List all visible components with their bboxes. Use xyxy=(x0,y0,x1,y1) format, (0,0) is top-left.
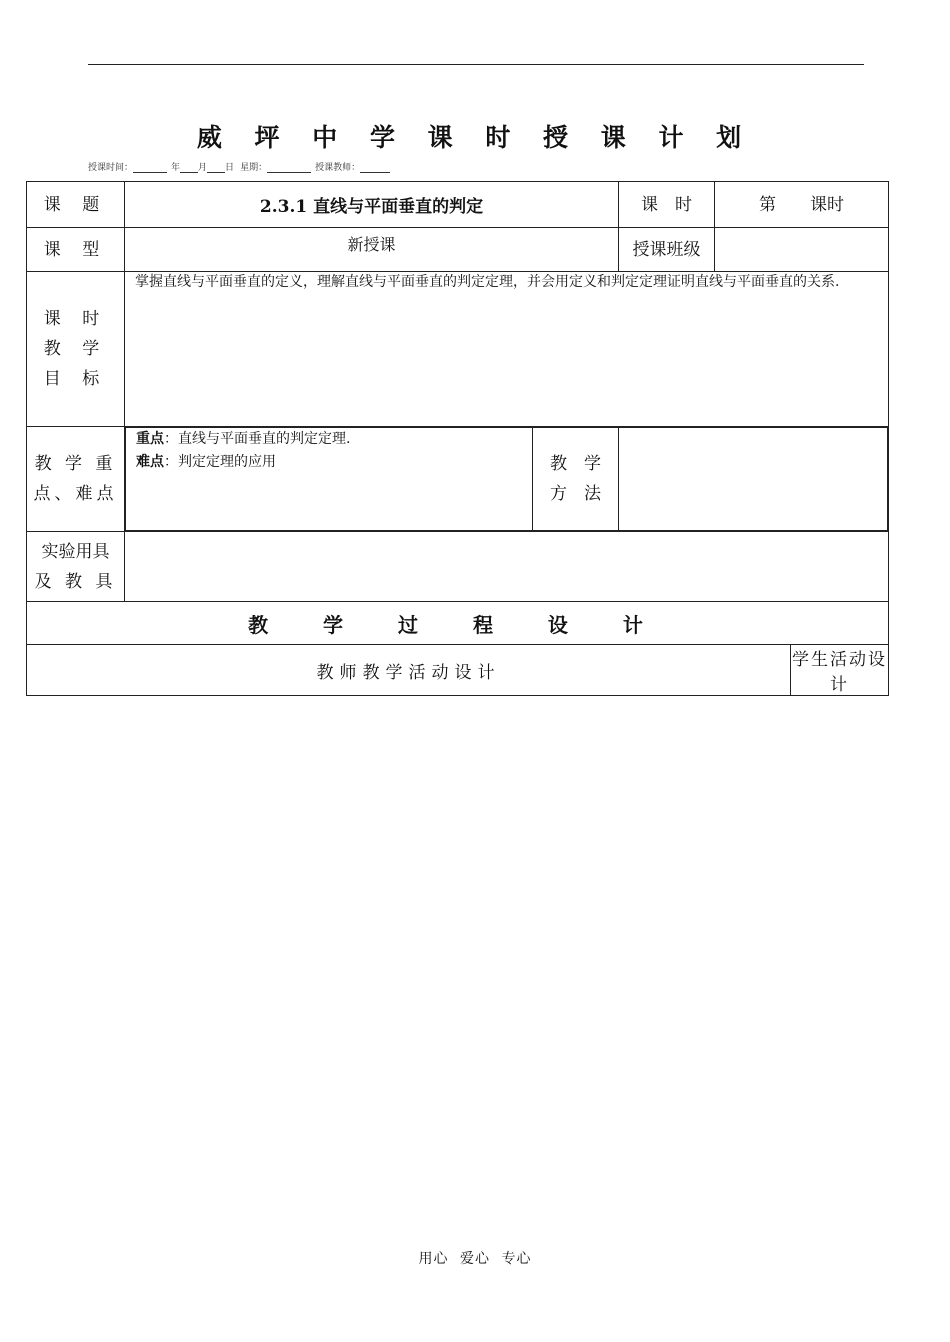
day-label: 日 xyxy=(225,163,235,173)
type-value[interactable]: 新授课 xyxy=(125,228,619,272)
row-column-headers xyxy=(27,645,889,696)
goal-label-line: 课 时 xyxy=(43,309,108,329)
topic-label: 课 题 xyxy=(27,182,125,228)
hours-label: 课 时 xyxy=(619,182,715,228)
difficulty-line xyxy=(136,451,524,474)
month-label: 月 xyxy=(198,163,208,173)
key-point-label: 重点 xyxy=(136,431,164,447)
page-footer: 用心 爱心 专心 xyxy=(418,1251,532,1267)
weekday-label: 星期： xyxy=(240,163,268,173)
weekday-blank[interactable] xyxy=(267,162,311,173)
row-section-title xyxy=(27,602,889,645)
keypoints-subtable xyxy=(125,427,888,531)
row-goals xyxy=(27,272,889,427)
keypoints-label-line: 点、难点 xyxy=(33,484,118,504)
process-design-title: 教 学 过 程 设 计 xyxy=(27,602,889,645)
class-label: 授课班级 xyxy=(619,228,715,272)
teacher-label: 授课教师： xyxy=(315,163,361,173)
keypoints-label-line: 教 学 重 xyxy=(34,454,117,474)
keypoints-text[interactable] xyxy=(126,428,533,531)
key-point-text: ：直线与平面垂直的判定定理. xyxy=(164,431,351,447)
equipment-value[interactable] xyxy=(125,532,889,602)
student-activity-header: 学生活动设计 xyxy=(791,645,889,696)
goal-label-line: 教 学 xyxy=(43,339,108,359)
keypoints-label xyxy=(27,427,125,532)
header-rule xyxy=(88,64,864,65)
time-blank[interactable] xyxy=(133,162,167,173)
lesson-plan-table xyxy=(26,181,889,696)
equipment-label xyxy=(27,532,125,602)
row-keypoints xyxy=(27,427,889,532)
topic-value[interactable]: 2.3.1 直线与平面垂直的判定 xyxy=(125,182,619,228)
hours-value[interactable]: 第 课时 xyxy=(715,182,889,228)
method-label xyxy=(533,428,619,531)
goal-label xyxy=(27,272,125,427)
equipment-label-line: 实验用具 xyxy=(41,541,110,562)
day-blank[interactable] xyxy=(207,162,225,173)
row-equipment xyxy=(27,532,889,602)
row-topic xyxy=(27,182,889,228)
difficulty-label: 难点 xyxy=(136,454,164,470)
key-point-line xyxy=(136,428,524,451)
lesson-meta-line xyxy=(88,160,390,173)
time-label: 授课时间： xyxy=(88,163,134,173)
type-label: 课 型 xyxy=(27,228,125,272)
method-label-line: 教 学 xyxy=(550,454,601,474)
method-value[interactable] xyxy=(619,428,888,531)
year-label: 年 xyxy=(171,163,181,173)
equipment-label-line: 及 教 具 xyxy=(34,571,117,592)
goal-text[interactable]: 掌握直线与平面垂直的定义，理解直线与平面垂直的判定定理，并会用定义和判定定理证明直线与平面垂直的关系. xyxy=(125,272,889,427)
keypoints-and-method xyxy=(125,427,889,532)
difficulty-text: ：判定定理的应用 xyxy=(164,454,276,470)
goal-label-line: 目 标 xyxy=(43,369,108,389)
month-blank[interactable] xyxy=(180,162,198,173)
teacher-blank[interactable] xyxy=(360,162,390,173)
class-value[interactable] xyxy=(715,228,889,272)
teacher-activity-header: 教师教学活动设计 xyxy=(27,645,791,696)
row-type xyxy=(27,228,889,272)
page-title: 威 坪 中 学 课 时 授 课 计 划 xyxy=(196,123,754,152)
method-label-line: 方 法 xyxy=(550,484,601,504)
